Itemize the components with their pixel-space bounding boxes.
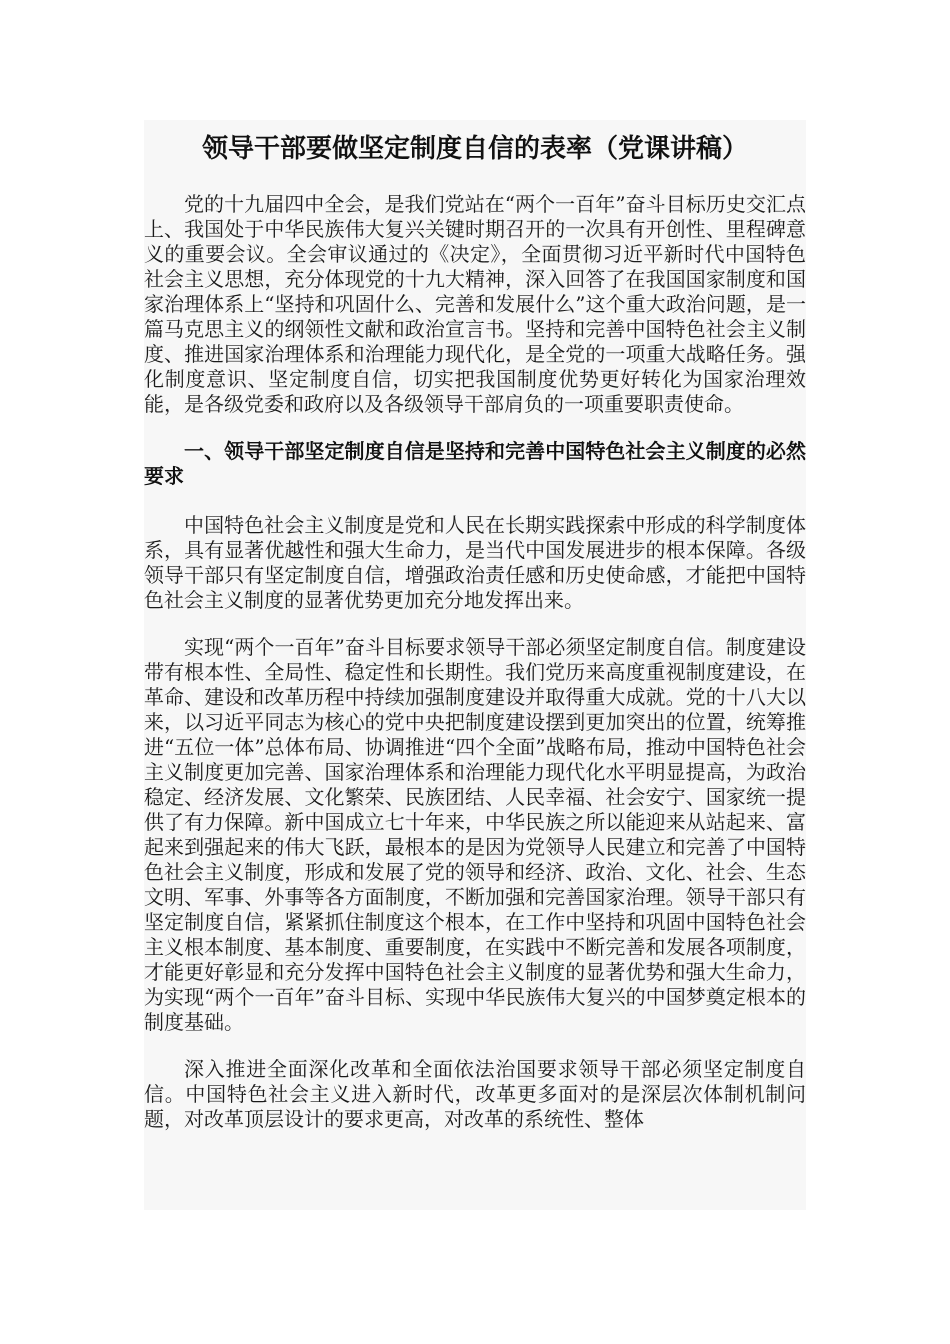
paragraph-deepen-reform: 深入推进全面深化改革和全面依法治国要求领导干部必须坚定制度自信。中国特色社会主义进入新时代，改革更多面对的是深层次体制机制问题，对改革顶层设计的要求更高，对改革的系统性、整体 bbox=[144, 1057, 806, 1131]
section-heading-1: 一、领导干部坚定制度自信是坚持和完善中国特色社会主义制度的必然要求 bbox=[144, 439, 806, 488]
paragraph-system-definition: 中国特色社会主义制度是党和人民在长期实践探索中形成的科学制度体系，具有显著优越性和强大生命力，是当代中国发展进步的根本保障。各级领导干部只有坚定制度自信，增强政治责任感和历史使命感，才能把中国特色社会主义制度的显著优势更加充分地发挥出来。 bbox=[144, 513, 806, 612]
document-page bbox=[144, 120, 806, 1210]
paragraph-intro: 党的十九届四中全会，是我们党站在“两个一百年”奋斗目标历史交汇点上、我国处于中华民族伟大复兴关键时期召开的一次具有开创性、里程碑意义的重要会议。全会审议通过的《决定》，全面贯彻习近平新时代中国特色社会主义思想，充分体现党的十九大精神，深入回答了在我国国家制度和国家治理体系上“坚持和巩固什么、完善和发展什么”这个重大政治问题，是一篇马克思主义的纲领性文献和政治宣言书。坚持和完善中国特色社会主义制度、推进国家治理体系和治理能力现代化，是全党的一项重大战略任务。强化制度意识、坚定制度自信，切实把我国制度优势更好转化为国家治理效能，是各级党委和政府以及各级领导干部肩负的一项重要职责使命。 bbox=[144, 192, 806, 416]
document-title: 领导干部要做坚定制度自信的表率（党课讲稿） bbox=[201, 134, 748, 164]
paragraph-two-centenary-goals: 实现“两个一百年”奋斗目标要求领导干部必须坚定制度自信。制度建设带有根本性、全局性、稳定性和长期性。我们党历来高度重视制度建设，在革命、建设和改革历程中持续加强制度建设并取得重大成就。党的十八大以来，以习近平同志为核心的党中央把制度建设摆到更加突出的位置，统筹推进“五位一体”总体布局、协调推进“四个全面”战略布局，推动中国特色社会主义制度更加完善、国家治理体系和治理能力现代化水平明显提高，为政治稳定、经济发展、文化繁荣、民族团结、人民幸福、社会安宁、国家统一提供了有力保障。新中国成立七十年来，中华民族之所以能迎来从站起来、富起来到强起来的伟大飞跃，最根本的是因为党领导人民建立和完善了中国特色社会主义制度，形成和发展了党的领导和经济、政治、文化、社会、生态文明、军事、外事等各方面制度，不断加强和完善国家治理。领导干部只有坚定制度自信，紧紧抓住制度这个根本，在工作中坚持和巩固中国特色社会主义根本制度、基本制度、重要制度，在实践中不断完善和发展各项制度，才能更好彰显和充分发挥中国特色社会主义制度的显著优势和强大生命力，为实现“两个一百年”奋斗目标、实现中华民族伟大复兴的中国梦奠定根本的制度基础。 bbox=[144, 635, 806, 1034]
